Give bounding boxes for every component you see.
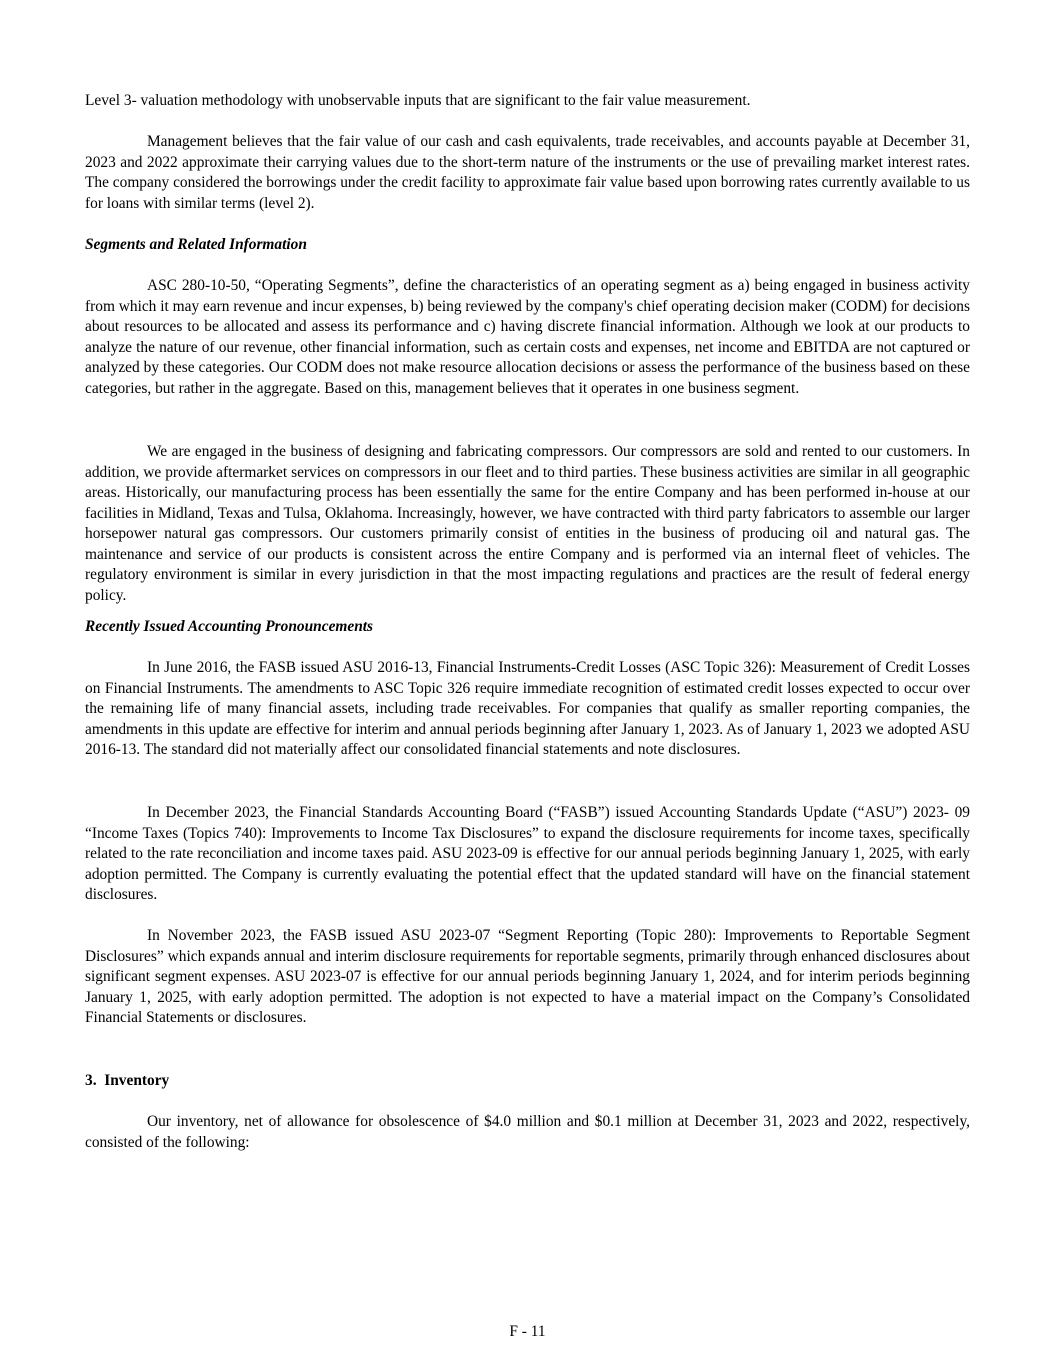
inventory-heading: 3. Inventory — [85, 1072, 170, 1089]
segments-heading: Segments and Related Information — [85, 236, 307, 253]
segments-paragraph-1: ASC 280-10-50, “Operating Segments”, define the characteristics of an operating segment as a) being engaged in business activity from which it may earn revenue and incur expenses, b) being reviewed by the company's chief operating decision maker (CODM) for decisions about resources to be allocated and assess its performance and c) having discrete financial information. Although we look at our products to analyze the nature of our revenue, other financial information, such as certain costs and expenses, net income and EBITDA are not captured or analyzed by these categories. Our CODM does not make resource allocation decisions or assess the performance of the business based on these categories, but rather in the aggregate. Based on this, management believes that it operates in one business segment. — [85, 277, 970, 397]
pronouncements-paragraph-2: In December 2023, the Financial Standards Accounting Board (“FASB”) issued Accounting Standards Update (“ASU”) 2023- 09 “Income Taxes (Topics 740): Improvements to Income Tax Disclosures” to expand the disclosure requirements for income taxes, specifically related to the rate reconciliation and income taxes paid. ASU 2023-09 is effective for our annual periods beginning January 1, 2025, with early adoption permitted. The Company is currently evaluating the potential effect that the updated standard will have on the financial statement disclosures. — [85, 804, 970, 903]
page-number: F - 11 — [509, 1323, 546, 1340]
level3-paragraph: Level 3- valuation methodology with unobservable inputs that are significant to the fair value measurement. — [85, 92, 751, 109]
segments-paragraph-2: We are engaged in the business of designing and fabricating compressors. Our compressors are sold and rented to our customers. In addition, we provide aftermarket services on compressors in our fleet and to third parties. These business activities are similar in all geographic areas. Historically, our manufacturing process has been essentially the same for the entire Company and has been performed in-house at our facilities in Midland, Texas and Tulsa, Oklahoma. Increasingly, however, we have contracted with third party fabricators to assemble our larger horsepower natural gas compressors. Our customers primarily consist of entities in the business of producing oil and natural gas. The maintenance and service of our products is consistent across the entire Company and is performed via an internal fleet of vehicles. The regulatory environment is similar in every jurisdiction in that the most impacting regulations and practices are the result of federal energy policy. — [85, 443, 970, 604]
pronouncements-paragraph-3: In November 2023, the FASB issued ASU 2023-07 “Segment Reporting (Topic 280): Improvements to Reportable Segment Disclosures” which expands annual and interim disclosure requirements for reportable segments, primarily through enhanced disclosures about significant segment expenses. ASU 2023-07 is effective for our annual periods beginning January 1, 2024, and for interim periods beginning January 1, 2025, with early adoption permitted. The adoption is not expected to have a material impact on the Company’s Consolidated Financial Statements or disclosures. — [85, 927, 970, 1026]
inventory-paragraph: Our inventory, net of allowance for obsolescence of $4.0 million and $0.1 million at December 31, 2023 and 2022, respectively, consisted of the following: — [85, 1113, 970, 1151]
fair-value-paragraph: Management believes that the fair value of our cash and cash equivalents, trade receivables, and accounts payable at December 31, 2023 and 2022 approximate their carrying values due to the short-term nature of the instruments or the use of prevailing market interest rates. The company considered the borrowings under the credit facility to approximate fair value based upon borrowing rates currently available to us for loans with similar terms (level 2). — [85, 133, 970, 212]
pronouncements-heading: Recently Issued Accounting Pronouncements — [85, 618, 374, 635]
pronouncements-paragraph-1: In June 2016, the FASB issued ASU 2016-13, Financial Instruments-Credit Losses (ASC Topic 326): Measurement of Credit Losses on Financial Instruments. The amendments to ASC Topic 326 require immediate recognition of estimated credit losses expected to occur over the remaining life of many financial assets, including trade receivables. For companies that qualify as smaller reporting companies, the amendments in this update are effective for interim and annual periods beginning after January 1, 2023. As of January 1, 2023 we adopted ASU 2016-13. The standard did not materially affect our consolidated financial statements and note disclosures. — [85, 659, 970, 758]
